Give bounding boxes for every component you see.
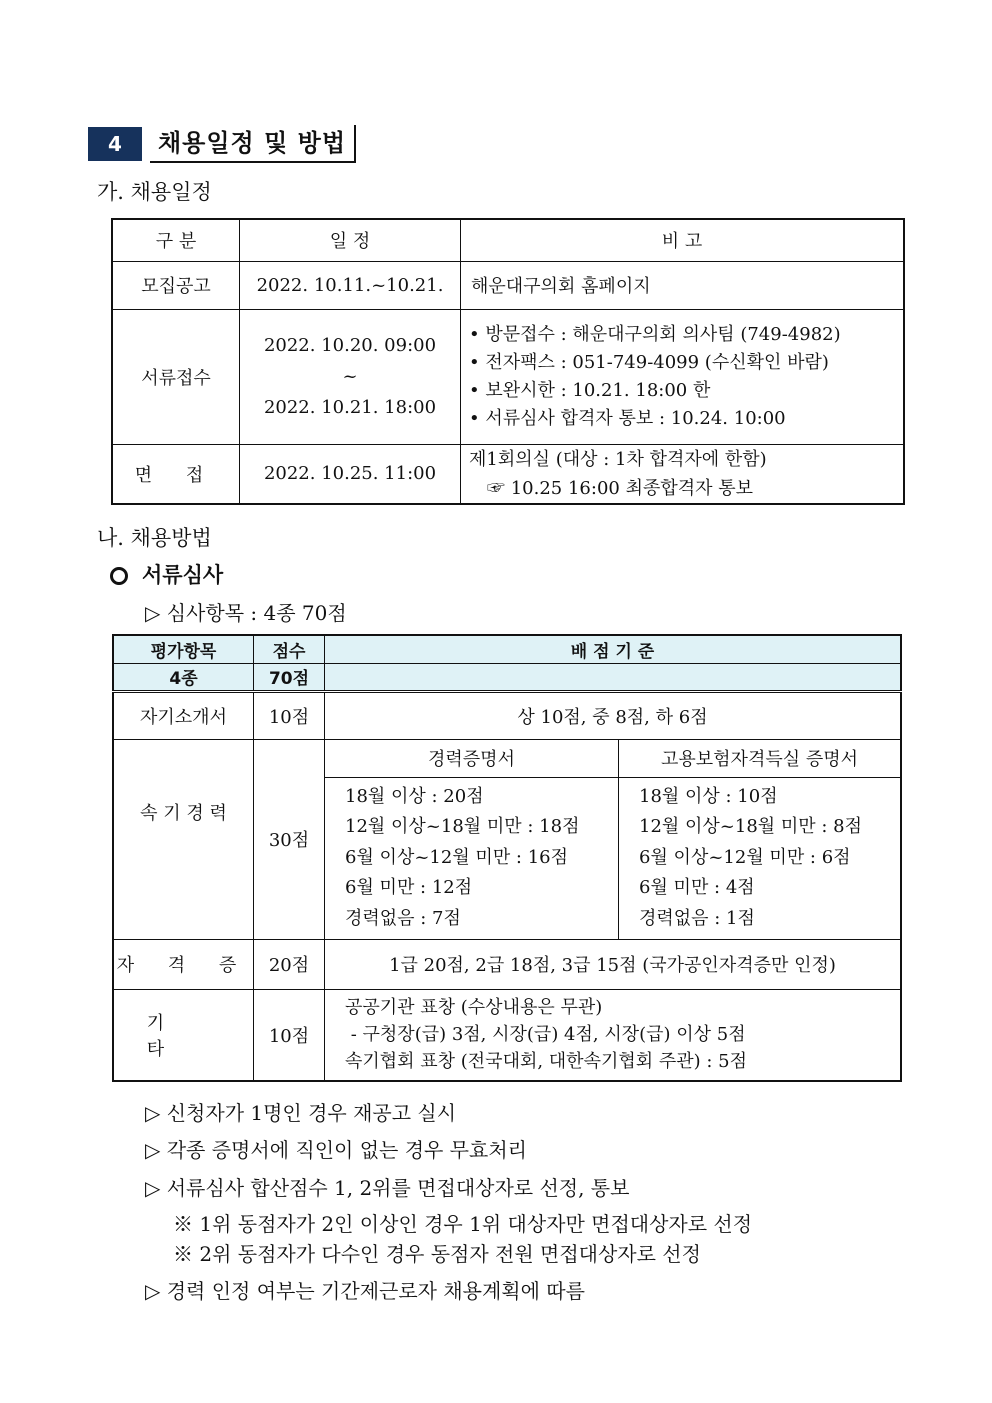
total-items: 4종 (113, 663, 254, 691)
table-row (112, 261, 904, 309)
license-criteria: 1급 20점, 2급 18점, 3급 15점 (국가공인자격증만 인정) (325, 939, 902, 989)
note-line: ▷ 경력 인정 여부는 기간제근로자 채용계획에 따름 (145, 1279, 585, 1303)
career-score: 30점 (254, 739, 325, 939)
etc-criteria: 공공기관 표창 (수상내용은 무관) - 구청장(급) 3점, 시장(급) 4점, 시장(급) 이상 5점 속기협회 표창 (전국대회, 대한속기협회 주관) : 5점 (325, 989, 902, 1081)
career-col-a: 18월 이상 : 20점 12월 이상~18월 미만 : 18점 6월 이상~12월 미만 : 16점 6월 미만 : 12점 경력없음 : 7점 (325, 777, 619, 939)
scoring-table (112, 634, 902, 1082)
row-notes: • 방문접수 : 해운대구의회 의사팀 (749-4982) • 전자팩스 : 051-749-4099 (수신확인 바람) • 보완시한 : 10.21. 18:00 한 • 서류심사 합격자 통보 : 10.24. 10:00 (461, 309, 905, 444)
license-label: 자 격 증 (113, 939, 254, 989)
circle-bullet-icon (110, 567, 128, 585)
table-row (113, 739, 901, 777)
career-col-b: 18월 이상 : 10점 12월 이상~18월 미만 : 8점 6월 이상~12월 미만 : 6점 6월 미만 : 4점 경력없음 : 1점 (619, 777, 902, 939)
schedule-table (111, 218, 905, 505)
items-line: ▷ 심사항목 : 4종 70점 (145, 601, 347, 625)
total-criteria (325, 663, 902, 691)
intro-criteria: 상 10점, 중 8점, 하 6점 (325, 691, 902, 739)
table-row (113, 989, 901, 1081)
note-line: ▷ 서류심사 합산점수 1, 2위를 면접대상자로 선정, 통보 (145, 1176, 630, 1200)
career-col-a-title: 경력증명서 (325, 739, 619, 777)
table-row (112, 444, 904, 504)
note-line: ※ 2위 동점자가 다수인 경우 동점자 전원 면접대상자로 선정 (173, 1242, 701, 1266)
note-line: ※ 1위 동점자가 2인 이상인 경우 1위 대상자만 면접대상자로 선정 (173, 1212, 753, 1236)
note-line: ▷ 각종 증명서에 직인이 없는 경우 무효처리 (145, 1138, 527, 1162)
row-date: 2022. 10.20. 09:00 ~ 2022. 10.21. 18:00 (240, 309, 461, 444)
intro-label: 자기소개서 (113, 691, 254, 739)
etc-score: 10점 (254, 989, 325, 1081)
row-category: 면 접 (112, 444, 240, 504)
total-score: 70점 (254, 663, 325, 691)
method-heading: 나. 채용방법 (97, 526, 212, 550)
license-score: 20점 (254, 939, 325, 989)
section-title: 채용일정 및 방법 (150, 125, 356, 163)
row-date: 2022. 10.11.~10.21. (240, 261, 461, 309)
table-row (112, 309, 904, 444)
schedule-heading: 가. 채용일정 (97, 180, 212, 204)
col-item-header: 평가항목 (113, 635, 254, 663)
method-subheading: 서류심사 (110, 559, 223, 589)
row-category: 모집공고 (112, 261, 240, 309)
note-line: ▷ 신청자가 1명인 경우 재공고 실시 (145, 1101, 457, 1125)
table-row (113, 691, 901, 739)
intro-score: 10점 (254, 691, 325, 739)
col-criteria-header: 배 점 기 준 (325, 635, 902, 663)
section-number: 4 (88, 127, 142, 161)
career-col-b-title: 고용보험자격득실 증명서 (619, 739, 902, 777)
col-category-header: 구 분 (112, 219, 240, 261)
career-label: 속 기 경 력 (113, 739, 254, 939)
col-notes-header: 비 고 (461, 219, 905, 261)
row-notes: 해운대구의회 홈페이지 (461, 261, 905, 309)
col-score-header: 점수 (254, 635, 325, 663)
row-category: 서류접수 (112, 309, 240, 444)
row-date: 2022. 10.25. 11:00 (240, 444, 461, 504)
row-notes: 제1회의실 (대상 : 1차 합격자에 한함) ☞ 10.25 16:00 최종합격자 통보 (461, 444, 905, 504)
col-date-header: 일 정 (240, 219, 461, 261)
etc-label: 기 타 (113, 989, 254, 1081)
table-row (113, 939, 901, 989)
